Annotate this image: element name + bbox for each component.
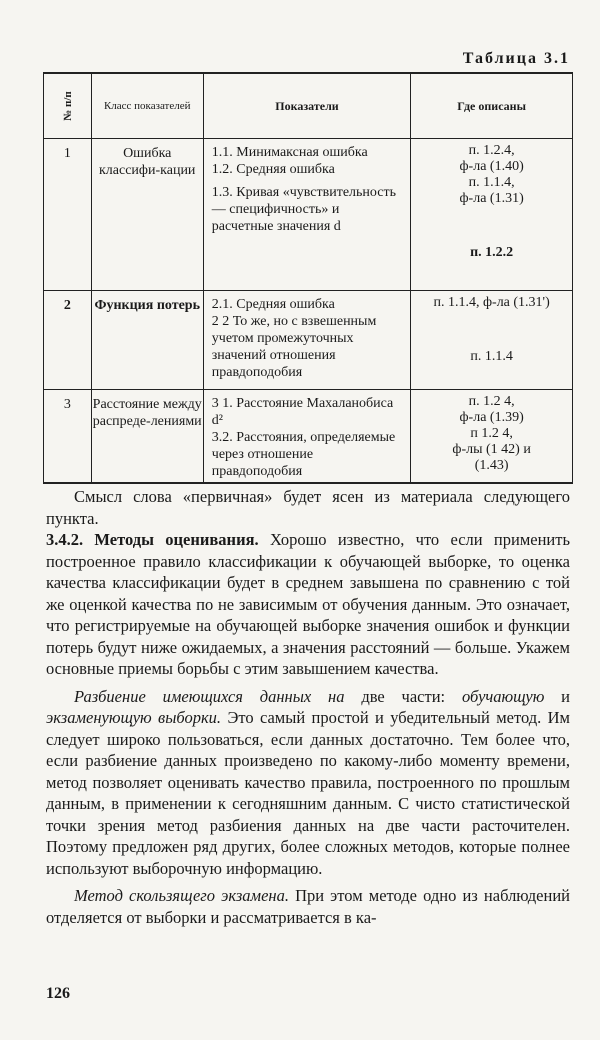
table-row: [44, 138, 573, 290]
row-class: Функция потерь: [94, 297, 200, 313]
paragraph: 3.4.2. Методы оценивания. Хорошо известно, что если применить построенное правило классификации к обучающей выборке, то оценка качества классификации будет в среднем завышена по сравнению с той же оценкой качества по не зависимым от обучения данным. Это означает, что регистрируемые на обучающей выборке значения ошибок и функции потерь будут ниже ожидаемых, а значения расстояний — больше. Укажем основные приемы борьбы с этим завышением качества.: [46, 530, 570, 678]
ref-item: п. 1.2 4,: [468, 393, 515, 409]
body-text: [46, 486, 570, 928]
page-number: 126: [46, 985, 70, 1002]
ref-item: ф-ла (1.40): [459, 158, 524, 174]
header-num: № п/п: [44, 73, 92, 138]
indicator-item: 1.2. Средняя ошибка: [211, 161, 335, 177]
indicator-item: 1.1. Минимаксная ошибка: [211, 144, 368, 160]
paragraph: Метод скользящего экзамена. При этом методе одно из наблюдений отделяется от выборки и рассматривается в ка-: [46, 886, 571, 927]
ref-item: (1.43): [474, 457, 509, 473]
paragraph: Разбиение имеющихся данных на две части: обучающую и экзаменующую выборки. Это самый простой и убедительный метод. Им следует широко пользоваться, если данных достаточно. Тем более что, если разбиение данных произведено по какому-либо моменту времени, метод позволяет оценивать качество правила, построенного по прошлым данным, в применении к сегодняшним данным. С чисто статистической точки зрения метод разбиения данных на две части расточителен. Поэтому предложен ряд других, более сложных методов, которые полнее используют выборочную информацию.: [46, 686, 571, 878]
paragraph: Смысл слова «первичная» будет ясен из материала следующего пункта.: [46, 487, 570, 528]
ref-item: ф-ла (1.39): [459, 409, 524, 425]
table-header-row: [44, 73, 573, 138]
table-caption: Таблица 3.1: [462, 50, 570, 67]
ref-item: п. 1.2.4,: [468, 142, 515, 158]
row-num: 1: [63, 145, 71, 161]
table-row: [44, 290, 573, 389]
ref-item: п. 1.2.2: [470, 244, 514, 260]
indicator-item: 3.2. Расстояния, определяемые через отношение правдоподобия: [211, 429, 396, 479]
row-class: Расстояние между распреде-лениями: [92, 396, 202, 429]
row-class: Ошибка классифи-кации: [99, 145, 196, 178]
section-heading: 3.4.2. Методы оценивания.: [46, 530, 259, 549]
ref-item: ф-ла (1.31): [459, 190, 524, 206]
ref-item: п. 1.1.4: [470, 348, 513, 364]
ref-item: ф-лы (1 42) и: [452, 441, 531, 457]
ref-item: п. 1.1.4, ф-ла (1.31'): [433, 294, 550, 310]
header-indicators: Показатели: [203, 73, 410, 138]
header-class: Класс показателей: [91, 73, 203, 138]
indicator-item: 1.3. Кривая «чувствительность — специфичность» и расчетные значения d: [211, 184, 396, 234]
row-num: 3: [63, 396, 71, 412]
ref-item: п 1.2 4,: [470, 425, 513, 441]
indicators-table: [43, 72, 573, 484]
indicator-item: 2.1. Средняя ошибка: [211, 296, 335, 312]
row-num: 2: [63, 297, 71, 313]
ref-item: п. 1.1.4,: [468, 174, 515, 190]
indicator-item: 3 1. Расстояние Махаланобиса d²: [211, 395, 394, 428]
table-row: [44, 389, 573, 483]
header-described: Где описаны: [411, 73, 573, 138]
indicator-item: 2 2 То же, но с взвешенным учетом промежуточных значений отношения правдоподобия: [211, 313, 377, 380]
